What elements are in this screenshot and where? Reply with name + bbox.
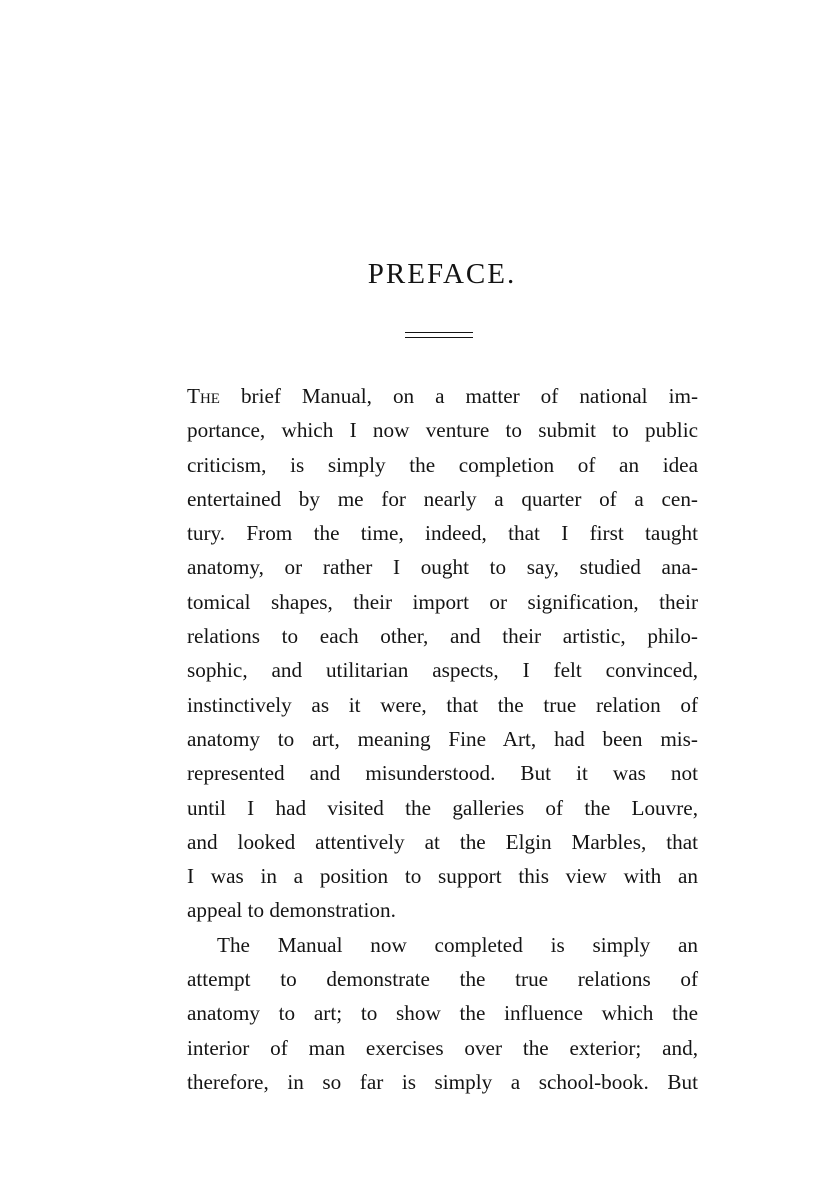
text-line: I was in a position to support this view with an: [187, 864, 698, 889]
preface-body: [187, 379, 698, 1099]
text-line: and looked attentively at the Elgin Marbles, that: [187, 829, 698, 854]
text-line: The Manual now completed is simply an: [217, 932, 698, 957]
title-double-rule-bottom: [405, 337, 473, 338]
text-line: therefore, in so far is simply a school-book. But: [187, 1069, 698, 1094]
text-line: instinctively as it were, that the true relation of: [187, 692, 698, 717]
page-title: PREFACE.: [367, 258, 517, 290]
text-line: criticism, is simply the completion of an idea: [187, 452, 698, 477]
text-line: anatomy to art, meaning Fine Art, had been mis-: [187, 726, 698, 751]
text-line: represented and misunderstood. But it was not: [187, 761, 698, 786]
text-line: interior of man exercises over the exterior; and,: [187, 1035, 698, 1060]
text-line: appeal to demonstration.: [187, 898, 396, 923]
text-line: anatomy, or rather I ought to say, studied ana-: [187, 555, 698, 580]
text-line: attempt to demonstrate the true relations of: [187, 967, 698, 992]
opening-word: The: [187, 384, 220, 408]
text-line: anatomy to art; to show the influence which the: [187, 1001, 698, 1026]
text-line: The brief Manual, on a matter of national im-: [187, 384, 698, 408]
title-double-rule-top: [405, 332, 473, 333]
text-line: until I had visited the galleries of the Louvre,: [187, 795, 698, 820]
text-line: tury. From the time, indeed, that I first taught: [187, 521, 698, 546]
text-line: relations to each other, and their artistic, philo-: [187, 624, 698, 649]
text-line: entertained by me for nearly a quarter of a cen-: [187, 486, 698, 511]
text-line: sophic, and utilitarian aspects, I felt convinced,: [187, 658, 698, 683]
text-line: tomical shapes, their import or signification, their: [187, 589, 698, 614]
text-line: portance, which I now venture to submit to public: [187, 418, 698, 443]
